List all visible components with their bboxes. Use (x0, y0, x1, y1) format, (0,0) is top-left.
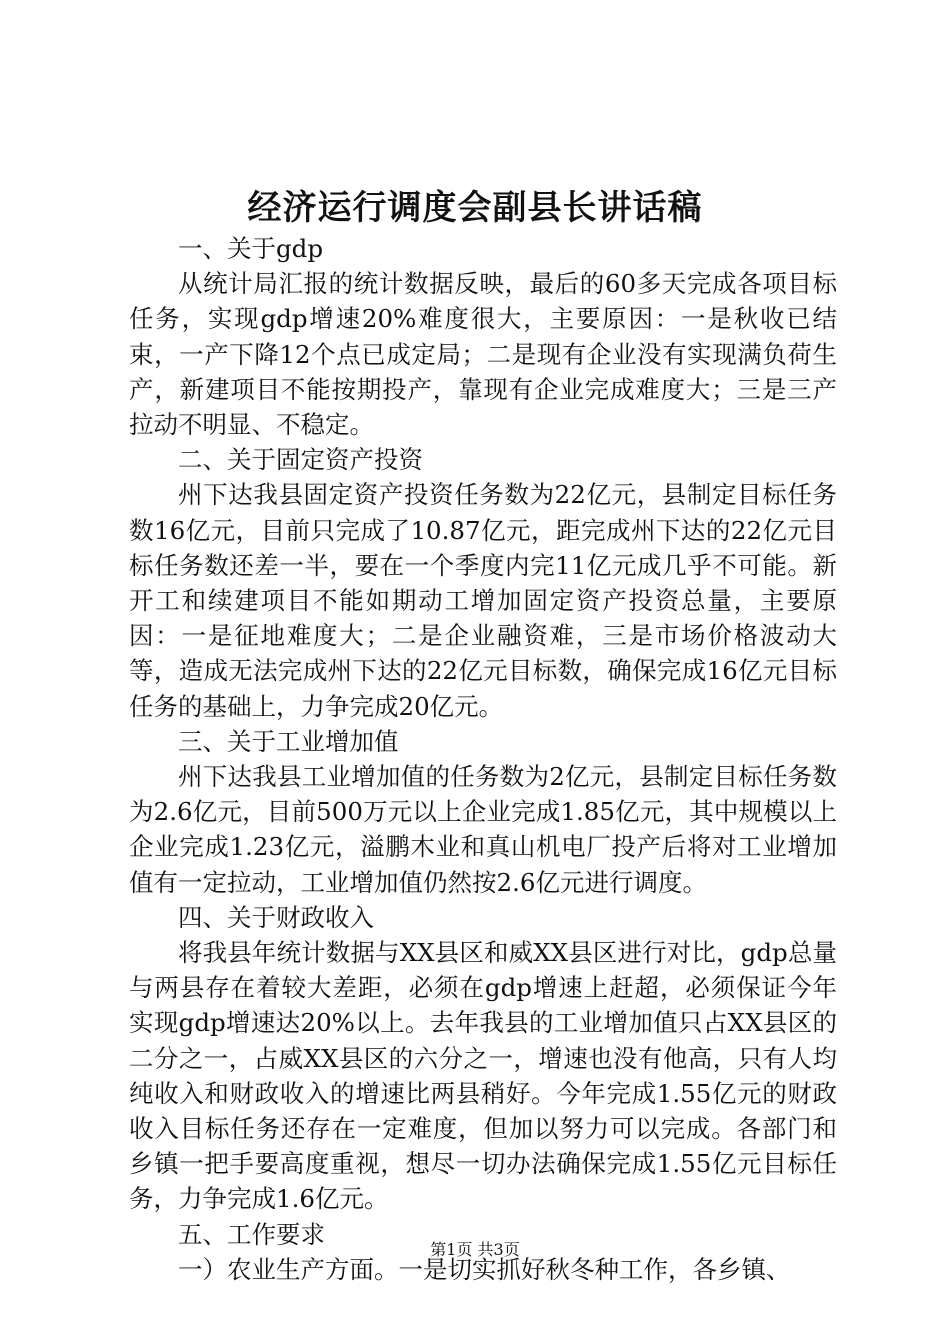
paragraph-agriculture: 一）农业生产方面。一是切实抓好秋冬种工作，各乡镇、 (178, 1254, 791, 1284)
document-body (129, 231, 837, 1287)
heading-gdp: 一、关于gdp (178, 234, 324, 263)
heading-work-requirements: 五、工作要求 (178, 1219, 325, 1249)
document-title: 经济运行调度会副县长讲话稿 (247, 188, 703, 228)
page-footer: 第1页 共3页 (430, 1240, 520, 1259)
paragraph-fixed-asset-investment: 州下达我县固定资产投资任务数为22亿元，县制定目标任务数16亿元，目前只完成了10.87亿元，距完成州下达的22亿元目标任务数还差一半，要在一个季度内完11亿元成几乎不可能。新开工和续建项目不能如期动工增加固定资产投资总量，主要原因：一是征地难度大；二是企业融资难，三是市场价格波动大等，造成无法完成州下达的22亿元目标数，确保完成16亿元目标任务的基础上，力争完成20亿元。 (129, 480, 837, 721)
paragraph-industrial-added-value: 州下达我县工业增加值的任务数为2亿元，县制定目标任务数为2.6亿元，目前500万元以上企业完成1.85亿元，其中规模以上企业完成1.23亿元，溢鹏木业和真山机电厂投产后将对工业增加值有一定拉动，工业增加值仍然按2.6亿元进行调度。 (129, 762, 837, 897)
heading-industrial-added-value: 三、关于工业增加值 (178, 726, 399, 756)
heading-fixed-asset-investment: 二、关于固定资产投资 (178, 445, 423, 475)
paragraph-gdp: 从统计局汇报的统计数据反映，最后的60多天完成各项目标任务，实现gdp增速20%难度很大，主要原因：一是秋收已结束，一产下降12个点已成定局；二是现有企业没有实现满负荷生产，新建项目不能按期投产，靠现有企业完成难度大；三是三产拉动不明显、不稳定。 (129, 269, 837, 440)
heading-fiscal-revenue: 四、关于财政收入 (178, 902, 374, 932)
paragraph-fiscal-revenue: 将我县年统计数据与XX县区和威XX县区进行对比，gdp总量与两县存在着较大差距，必须在gdp增速上赶超，必须保证今年实现gdp增速达20%以上。去年我县的工业增加值只占XX县区的二分之一，占威XX县区的六分之一，增速也没有他高，只有人均纯收入和财政收入的增速比两县稍好。今年完成1.55亿元的财政收入目标任务还存在一定难度，但加以努力可以完成。各部门和乡镇一把手要高度重视，想尽一切办法确保完成1.55亿元目标任务，力争完成1.6亿元。 (129, 938, 837, 1214)
